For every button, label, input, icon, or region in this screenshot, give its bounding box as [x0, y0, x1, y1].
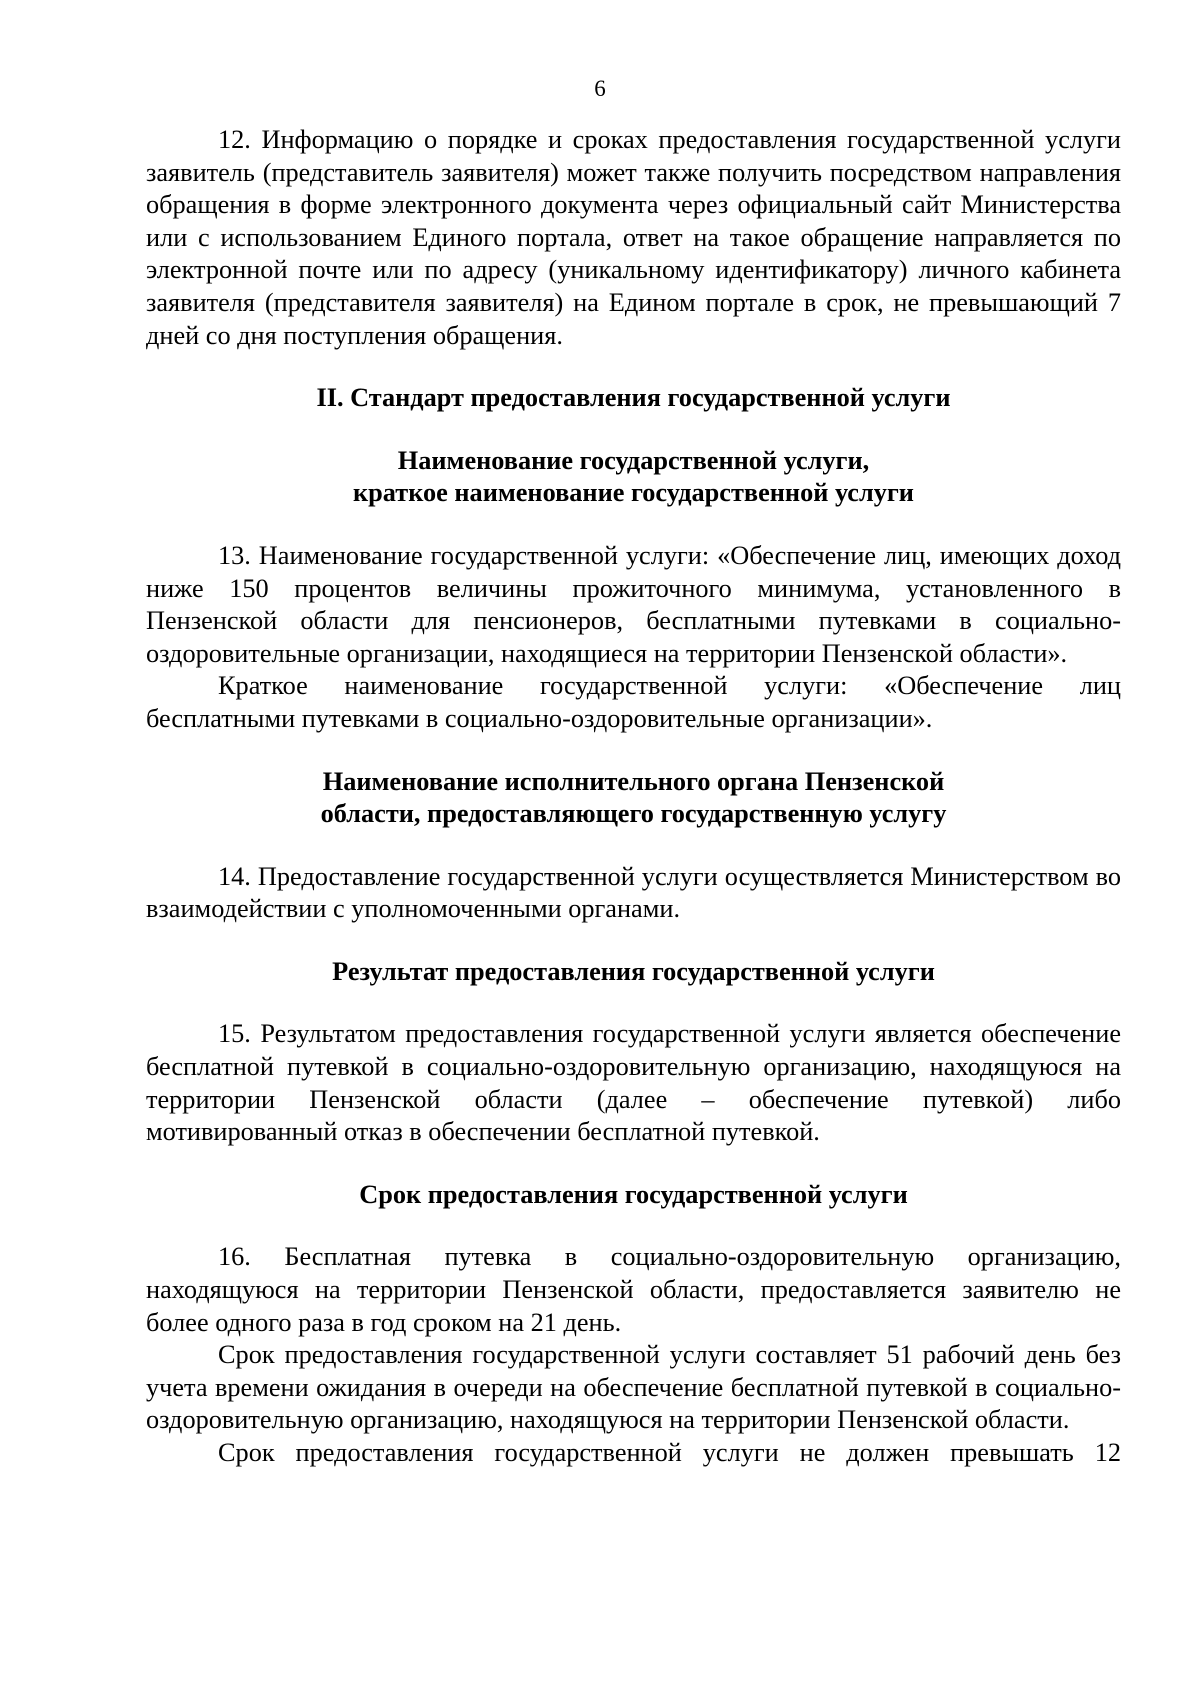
- subheading-service-name-line-2: краткое наименование государственной услуги: [353, 478, 914, 508]
- paragraph-13: 13. Наименование государственной услуги: «Обеспечение лиц, имеющих доход ниже 150 процентов величины прожиточного минимума, установленного в Пензенской области для пенсионеров, бесплатными путевками в социально-оздоровительные организации, находящиеся на территории Пензенской области».: [146, 540, 1121, 668]
- subheading-term: Срок предоставления государственной услуги: [359, 1179, 908, 1209]
- subheading-executive-body-line-1: Наименование исполнительного органа Пензенской: [322, 766, 945, 796]
- subheading-service-name-line-1: Наименование государственной услуги,: [397, 445, 870, 475]
- paragraph-term-max: Срок предоставления государственной услуги не должен превышать 12: [218, 1438, 1121, 1467]
- document-body: [146, 124, 1121, 1470]
- paragraph-term-51-days: Срок предоставления государственной услуги составляет 51 рабочий день без учета времени ожидания в очереди на обеспечение бесплатной путевкой в социально-оздоровительную организацию, находящуюся на территории Пензенской области.: [146, 1340, 1121, 1435]
- paragraph-14: 14. Предоставление государственной услуги осуществляется Министерством во взаимодействии с уполномоченными органами.: [146, 861, 1121, 924]
- page-number: 6: [594, 76, 606, 101]
- section-heading-standard: II. Стандарт предоставления государственной услуги: [316, 383, 951, 413]
- paragraph-16: 16. Бесплатная путевка в социально-оздоровительную организацию, находящуюся на территории Пензенской области, предоставляется заявителю не более одного раза в год сроком на 21 день.: [146, 1242, 1121, 1337]
- subheading-result: Результат предоставления государственной услуги: [332, 956, 935, 986]
- paragraph-short-name: Краткое наименование государственной услуги: «Обеспечение лиц бесплатными путевками в социально-оздоровительные организации».: [146, 671, 1121, 733]
- paragraph-15: 15. Результатом предоставления государственной услуги является обеспечение бесплатной путевкой в социально-оздоровительную организацию, находящуюся на территории Пензенской области (далее – обеспечение путевкой) либо мотивированный отказ в обеспечении бесплатной путевкой.: [146, 1019, 1121, 1147]
- subheading-executive-body-line-2: области, предоставляющего государственную услугу: [320, 799, 947, 829]
- paragraph-12: 12. Информацию о порядке и сроках предоставления государственной услуги заявитель (представитель заявителя) может также получить посредством направления обращения в форме электронного документа через официальный сайт Министерства или с использованием Единого портала, ответ на такое обращение направляется по электронной почте или по адресу (уникальному идентификатору) личного кабинета заявителя (представителя заявителя) на Едином портале в срок, не превышающий 7 дней со дня поступления обращения.: [146, 125, 1121, 350]
